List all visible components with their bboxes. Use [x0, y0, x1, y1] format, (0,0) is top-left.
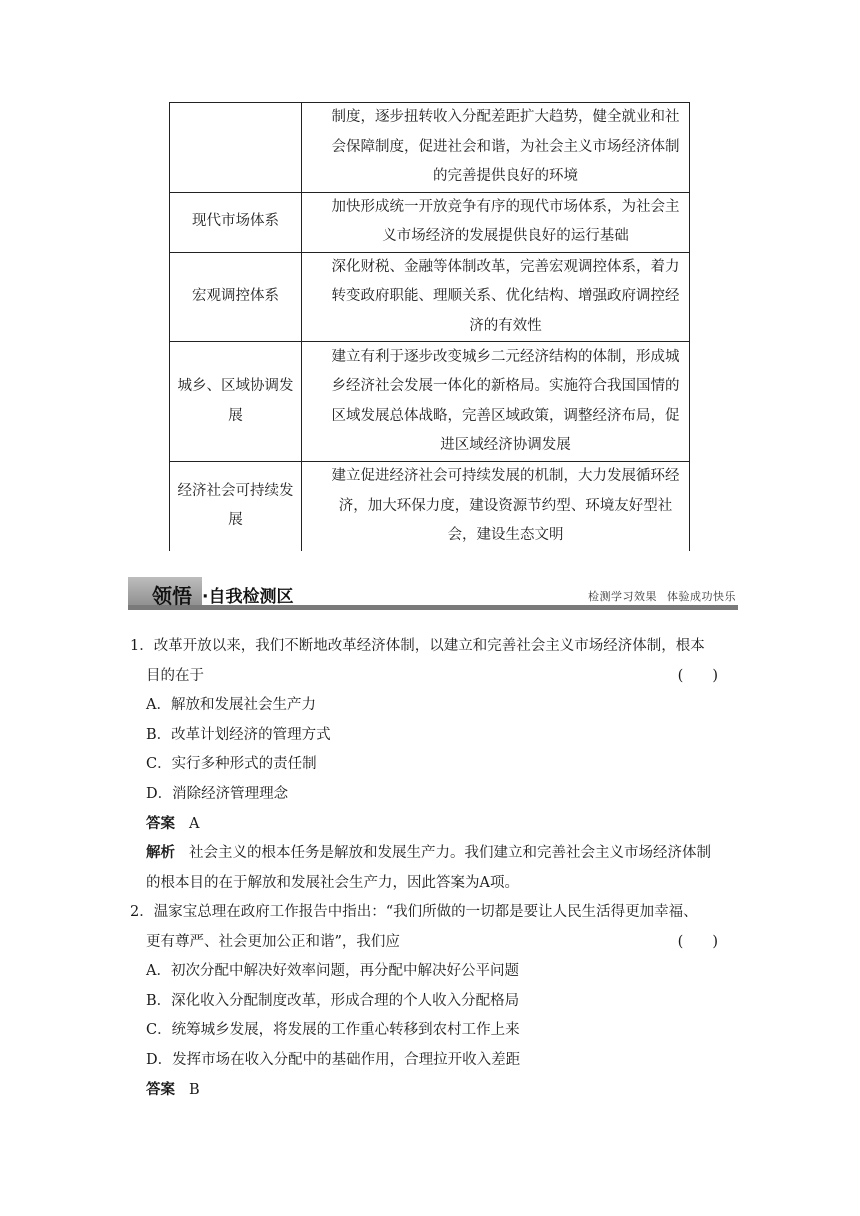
- analysis-text-cont: 的根本目的在于解放和发展社会生产力，因此答案为A项。: [146, 874, 519, 891]
- table-row-content: 加快形成统一开放竞争有序的现代市场体系，为社会主义市场经济的发展提供良好的运行基础: [302, 192, 690, 252]
- table-row: [170, 252, 690, 342]
- question-2: [130, 898, 732, 1105]
- answer-label: 答案: [146, 815, 175, 832]
- table-row-content: 建立促进经济社会可持续发展的机制，大力发展循环经济，加大环保力度，建设资源节约型、环境友好型社会，建设生态文明: [302, 462, 690, 551]
- answer-bracket: ( ): [677, 667, 718, 684]
- question-stem-cont: 目的在于: [146, 667, 204, 684]
- option-d: D．发挥市场在收入分配中的基础作用，合理拉开收入差距: [146, 1051, 521, 1068]
- table-row-label: 宏观调控体系: [170, 252, 302, 342]
- table-row-label: 现代市场体系: [170, 192, 302, 252]
- option-c: C．实行多种形式的责任制: [146, 756, 317, 773]
- question-stem: 2．温家宝总理在政府工作报告中指出：“我们所做的一切都是要让人民生活得更加幸福、: [130, 904, 698, 920]
- question-stem-line2: [130, 928, 732, 958]
- analysis-label: 解析: [146, 845, 175, 862]
- section-slogan: [578, 588, 736, 604]
- answer-value: B: [189, 1081, 200, 1098]
- section-title-main: 领悟: [152, 584, 192, 608]
- table-row: [170, 342, 690, 462]
- table-row-label: [170, 103, 302, 193]
- table-row: [170, 103, 690, 193]
- answer-value: A: [189, 815, 200, 832]
- question-stem-line2: [130, 662, 732, 692]
- table-row: [170, 192, 690, 252]
- reform-table: [169, 102, 690, 551]
- option-b: B．深化收入分配制度改革，形成合理的个人收入分配格局: [146, 992, 520, 1009]
- slogan-part-2: 体验成功快乐: [667, 590, 736, 603]
- table-row-content: 制度，逐步扭转收入分配差距扩大趋势，健全就业和社会保障制度，促进社会和谐，为社会主义市场经济体制的完善提供良好的环境: [302, 103, 690, 193]
- option-a: A．解放和发展社会生产力: [146, 697, 316, 714]
- option-c: C．统筹城乡发展，将发展的工作重心转移到农村工作上来: [146, 1022, 520, 1039]
- question-stem: 1．改革开放以来，我们不断地改革经济体制，以建立和完善社会主义市场经济体制，根本: [130, 638, 705, 654]
- section-title-sub: ·自我检测区: [202, 587, 294, 607]
- slogan-part-1: 检测学习效果: [588, 590, 657, 603]
- question-1: [130, 632, 732, 898]
- question-stem-cont: 更有尊严、社会更加公正和谐”，我们应: [146, 933, 400, 950]
- option-b: B．改革计划经济的管理方式: [146, 726, 331, 743]
- answer-line: [130, 810, 732, 840]
- analysis-line: [130, 839, 732, 869]
- answer-line: [130, 1076, 732, 1106]
- answer-label: 答案: [146, 1081, 175, 1098]
- table-row-label: 经济社会可持续发展: [170, 462, 302, 551]
- table-row-content: 建立有利于逐步改变城乡二元经济结构的体制，形成城乡经济社会发展一体化的新格局。实施符合我国国情的区域发展总体战略，完善区域政策，调整经济布局，促进区域经济协调发展: [302, 342, 690, 462]
- option-a: A．初次分配中解决好效率问题，再分配中解决好公平问题: [146, 963, 519, 980]
- table-row-label: 城乡、区域协调发展: [170, 342, 302, 462]
- table-row: [170, 462, 690, 551]
- analysis-text: 社会主义的根本任务是解放和发展生产力。我们建立和完善社会主义市场经济体制: [189, 845, 711, 862]
- option-d: D．消除经济管理理念: [146, 785, 289, 802]
- answer-bracket: ( ): [677, 933, 718, 950]
- section-banner: [128, 574, 738, 614]
- table-row-content: 深化财税、金融等体制改革，完善宏观调控体系，着力转变政府职能、理顺关系、优化结构、增强政府调控经济的有效性: [302, 252, 690, 342]
